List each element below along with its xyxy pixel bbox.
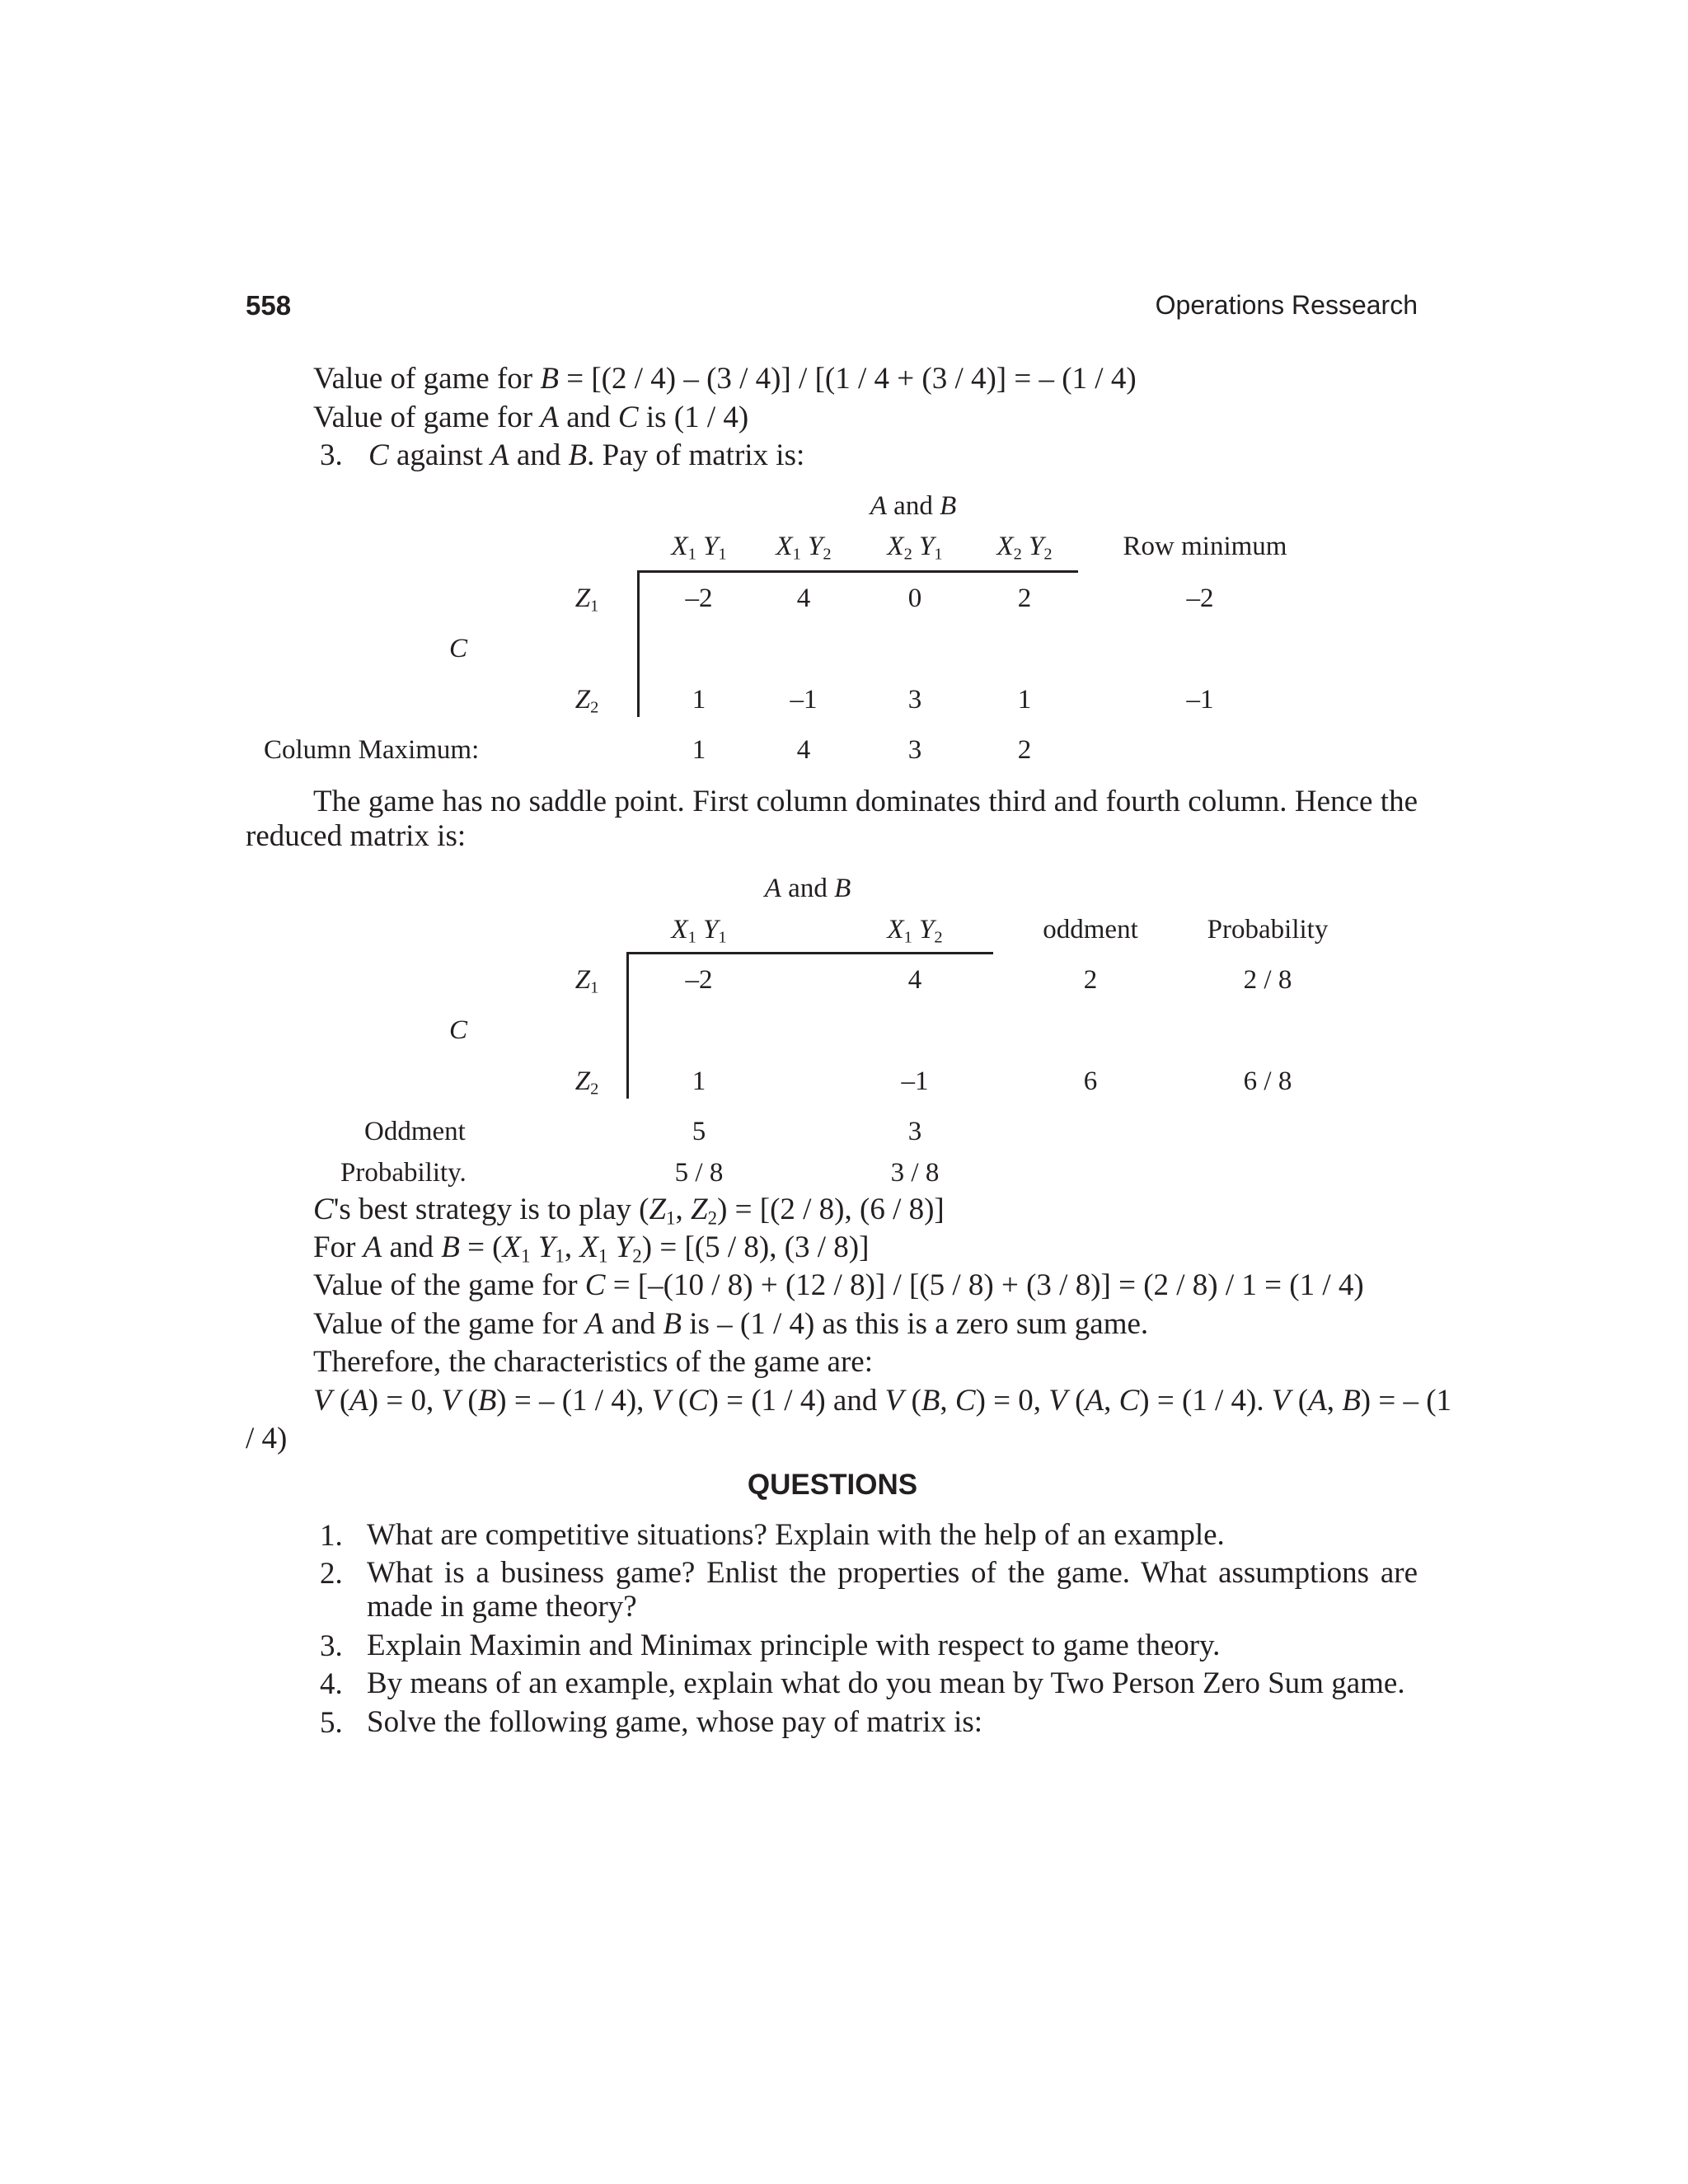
question-number: 2. — [320, 1557, 343, 1591]
matrix-cell: 0 — [907, 583, 922, 613]
column-probability-value: 5 / 8 — [674, 1158, 724, 1188]
matrix-cell: 4 — [796, 583, 811, 613]
question-number: 4. — [320, 1667, 343, 1701]
column-header: $X_2$ $Y_2$ — [996, 532, 1053, 564]
matrix-left-rule — [626, 952, 629, 1099]
question-text: What are competitive situations? Explain with the help of an example. — [367, 1518, 1225, 1552]
questions-heading: QUESTIONS — [747, 1469, 918, 1501]
row-label-z2: $Z_2$ — [574, 685, 599, 717]
column-header: $X_2$ $Y_1$ — [887, 532, 943, 564]
question-number: 1. — [320, 1519, 343, 1553]
group-header: A and B — [764, 874, 851, 903]
matrix-cell: 2 — [1017, 583, 1032, 613]
value-of-game-a-and-b: Value of the game for A and B is – (1 / 4) as this is a zero sum game. — [313, 1307, 1149, 1341]
question-number: 3. — [320, 1629, 343, 1663]
intro-item-3-text: C against A and B. Pay of matrix is: — [368, 438, 805, 472]
matrix-top-rule — [626, 952, 993, 954]
row-label-z2: $Z_2$ — [574, 1066, 599, 1099]
matrix-cell: 1 — [692, 1066, 706, 1096]
row-label-z1: $Z_1$ — [574, 583, 599, 616]
characteristics-line-wrap: / 4) — [246, 1422, 288, 1455]
question-text: Solve the following game, whose pay of matrix is: — [367, 1705, 983, 1739]
oddment-row-label: Oddment — [364, 1117, 466, 1146]
value-of-game-c: Value of the game for C = [–(10 / 8) + (12 / 8)] / [(5 / 8) + (3 / 8)] = (2 / 8) / 1 = (1 / 4) — [313, 1268, 1364, 1302]
row-label-z1: $Z_1$ — [574, 965, 599, 997]
running-title: Operations Ressearch — [1155, 290, 1418, 320]
player-label-c: C — [448, 634, 468, 663]
column-maximum-value: 1 — [692, 735, 706, 765]
matrix-cell: –2 — [685, 965, 713, 995]
row-minimum-value: –1 — [1186, 685, 1214, 715]
matrix-cell: –2 — [685, 583, 713, 613]
page-number: 558 — [246, 290, 292, 321]
probability-header: Probability — [1207, 915, 1329, 944]
matrix-cell: –1 — [790, 685, 818, 715]
matrix-cell: 1 — [692, 685, 706, 715]
intro-line-1: Value of game for B = [(2 / 4) – (3 / 4)] / [(1 / 4 + (3 / 4)] = – (1 / 4) — [313, 362, 1137, 396]
column-header: $X_1$ $Y_1$ — [671, 915, 727, 947]
oddment-value: 6 — [1083, 1066, 1098, 1096]
question-text: What is a business game? Enlist the properties of the game. What assumptions are made in game theory? — [367, 1556, 1418, 1624]
question-number: 5. — [320, 1706, 343, 1740]
column-maximum-value: 3 — [907, 735, 922, 765]
column-header: $X_1$ $Y_2$ — [887, 915, 943, 947]
oddment-value: 2 — [1083, 965, 1098, 995]
column-maximum-value: 4 — [796, 735, 811, 765]
matrix-left-rule — [637, 570, 640, 717]
column-oddment-value: 3 — [907, 1117, 922, 1146]
column-maximum-label: Column Maximum: — [264, 735, 480, 765]
row-minimum-header: Row minimum — [1123, 532, 1287, 561]
question-text: By means of an example, explain what do you mean by Two Person Zero Sum game. — [367, 1666, 1405, 1700]
column-probability-value: 3 / 8 — [890, 1158, 940, 1188]
no-saddle-point-paragraph: The game has no saddle point. First column dominates third and fourth column. Hence the reduced matrix is: — [246, 785, 1418, 853]
characteristics-intro: Therefore, the characteristics of the game are: — [313, 1345, 873, 1379]
column-header: $X_1$ $Y_2$ — [776, 532, 832, 564]
characteristics-line: V (A) = 0, V (B) = – (1 / 4), V (C) = (1 / 4) and V (B, C) = 0, V (A, C) = (1 / 4). V (A, B) = – (1 — [313, 1384, 1452, 1418]
probability-row-label: Probability. — [340, 1158, 467, 1188]
matrix-cell: 4 — [907, 965, 922, 995]
matrix-cell: 1 — [1017, 685, 1032, 715]
row-minimum-value: –2 — [1186, 583, 1214, 613]
player-label-c: C — [448, 1015, 468, 1045]
question-text: Explain Maximin and Minimax principle with respect to game theory. — [367, 1629, 1221, 1662]
matrix-cell: –1 — [901, 1066, 929, 1096]
column-header: $X_1$ $Y_1$ — [671, 532, 727, 564]
probability-value: 6 / 8 — [1243, 1066, 1292, 1096]
column-oddment-value: 5 — [692, 1117, 706, 1146]
matrix-top-rule — [637, 570, 1078, 573]
probability-value: 2 / 8 — [1243, 965, 1292, 995]
oddment-header: oddment — [1043, 915, 1138, 944]
group-header: A and B — [870, 491, 957, 521]
strategy-a-and-b: For A and $B = (X_1$ $Y_1$, $X_1$ $Y_2) = [(5 / 8)$, (3 / 8)] — [313, 1230, 870, 1267]
matrix-cell: 3 — [907, 685, 922, 715]
intro-item-3-number: 3. — [320, 438, 343, 472]
intro-line-2: Value of game for A and C is (1 / 4) — [313, 401, 749, 434]
column-maximum-value: 2 — [1017, 735, 1032, 765]
best-strategy-c: C's best strategy is to play ($Z_1$, $Z_2) = [(2 / 8)$, (6 / 8)] — [313, 1193, 945, 1229]
